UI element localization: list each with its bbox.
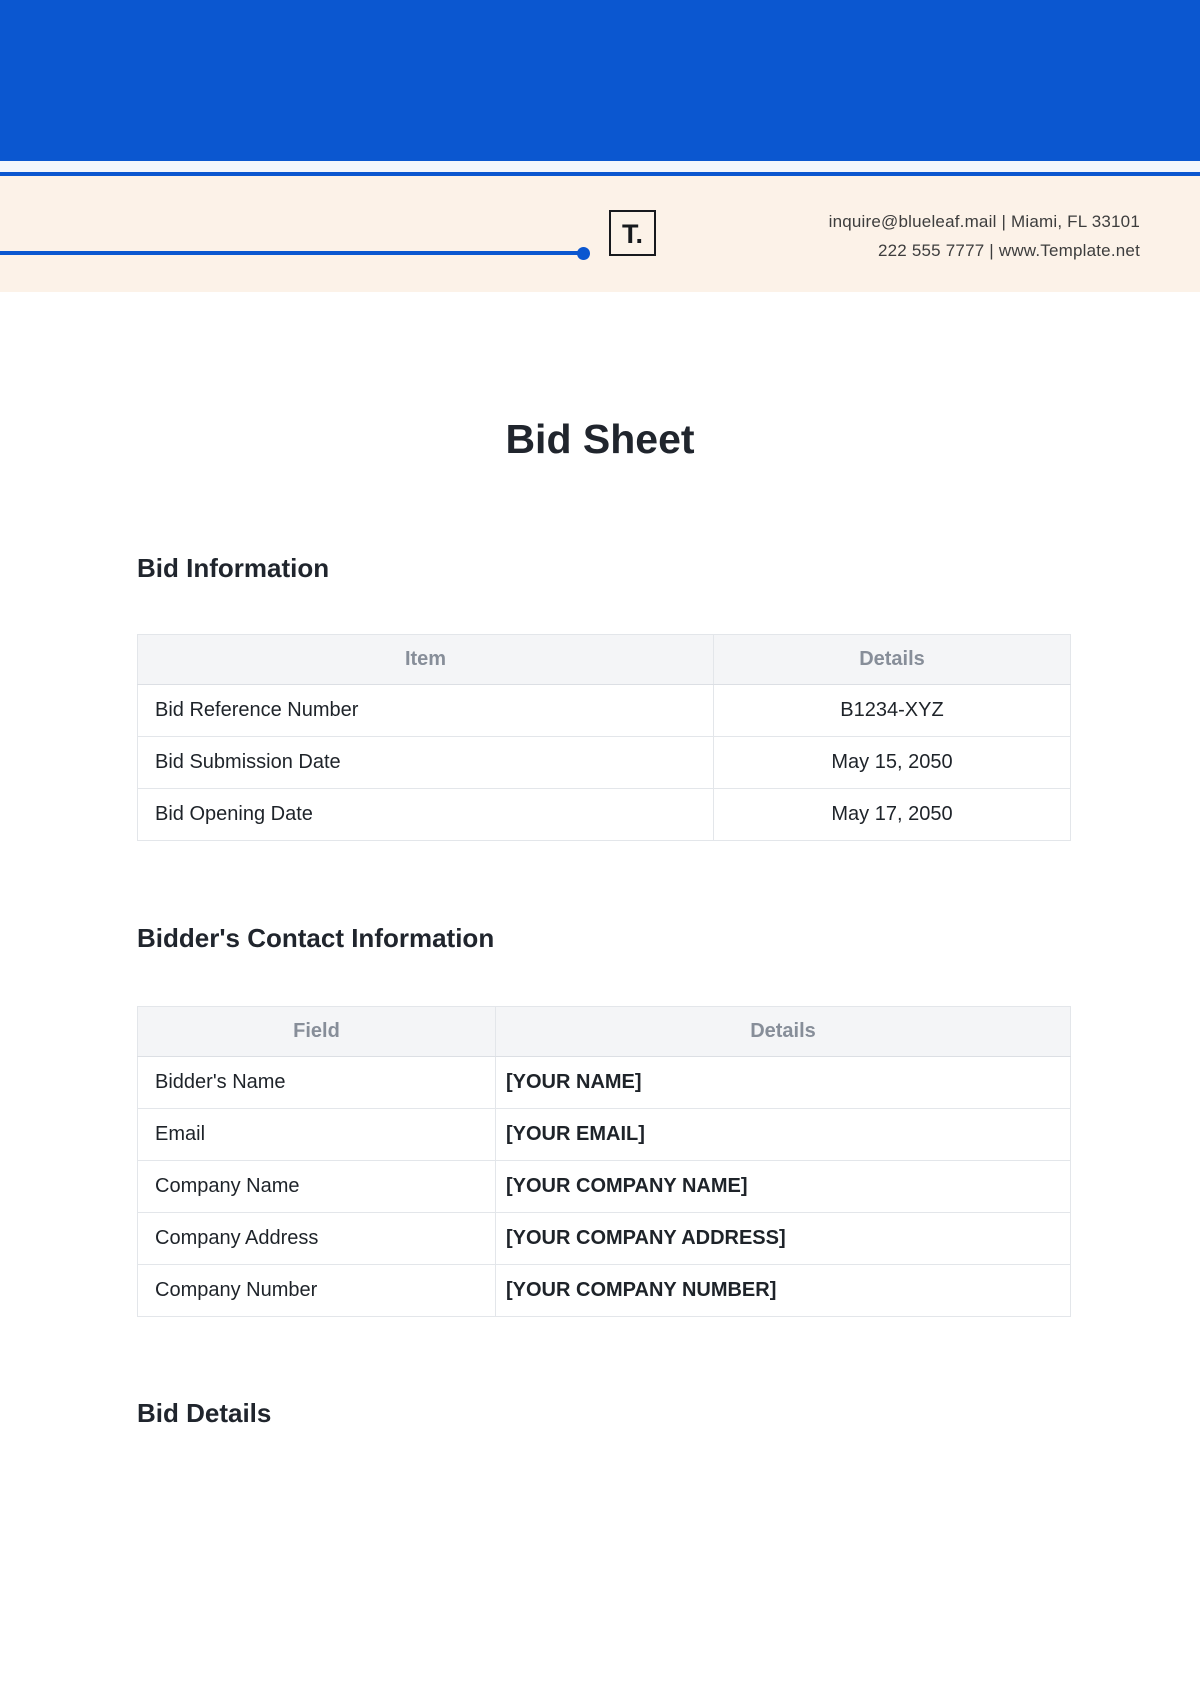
field-cell: Bidder's Name	[138, 1057, 496, 1109]
item-cell: Bid Reference Number	[138, 685, 714, 737]
bid-information-table	[137, 634, 1071, 841]
rule-end-dot	[577, 247, 590, 260]
details-cell: B1234-XYZ	[714, 685, 1071, 737]
item-cell: Bid Opening Date	[138, 789, 714, 841]
table-row	[138, 1161, 1071, 1213]
details-cell: [YOUR COMPANY NUMBER]	[496, 1265, 1071, 1317]
header-rule-line	[0, 251, 578, 255]
bidder-contact-table	[137, 1006, 1071, 1317]
section-heading-bid-details: Bid Details	[137, 1398, 272, 1428]
table-row	[138, 1213, 1071, 1265]
table-row	[138, 789, 1071, 841]
field-cell: Email	[138, 1109, 496, 1161]
column-header-field: Field	[138, 1007, 496, 1057]
table-row	[138, 1109, 1071, 1161]
details-cell: [YOUR COMPANY NAME]	[496, 1161, 1071, 1213]
table-header-row	[138, 1007, 1071, 1057]
table-row	[138, 685, 1071, 737]
details-cell: [YOUR NAME]	[496, 1057, 1071, 1109]
details-cell: May 15, 2050	[714, 737, 1071, 789]
header-contact-info	[829, 207, 1140, 265]
section-heading-bidder-contact: Bidder's Contact Information	[137, 923, 495, 953]
details-cell: [YOUR COMPANY ADDRESS]	[496, 1213, 1071, 1265]
company-logo-text: T.	[621, 218, 643, 249]
column-header-details: Details	[714, 635, 1071, 685]
table-row	[138, 737, 1071, 789]
field-cell: Company Name	[138, 1161, 496, 1213]
details-cell: [YOUR EMAIL]	[496, 1109, 1071, 1161]
company-logo	[609, 210, 656, 256]
contact-email-location: inquire@blueleaf.mail | Miami, FL 33101	[828, 212, 1140, 231]
table-row	[138, 1265, 1071, 1317]
table-header-row	[138, 635, 1071, 685]
details-cell: May 17, 2050	[714, 789, 1071, 841]
contact-phone-website: 222 555 7777 | www.Template.net	[877, 241, 1140, 260]
top-banner	[0, 0, 1200, 161]
column-header-details: Details	[496, 1007, 1071, 1057]
banner-gap	[0, 161, 1200, 172]
field-cell: Company Address	[138, 1213, 496, 1265]
table-row	[138, 1057, 1071, 1109]
column-header-item: Item	[138, 635, 714, 685]
item-cell: Bid Submission Date	[138, 737, 714, 789]
field-cell: Company Number	[138, 1265, 496, 1317]
section-heading-bid-information: Bid Information	[137, 553, 330, 583]
page-title: Bid Sheet	[505, 416, 695, 462]
